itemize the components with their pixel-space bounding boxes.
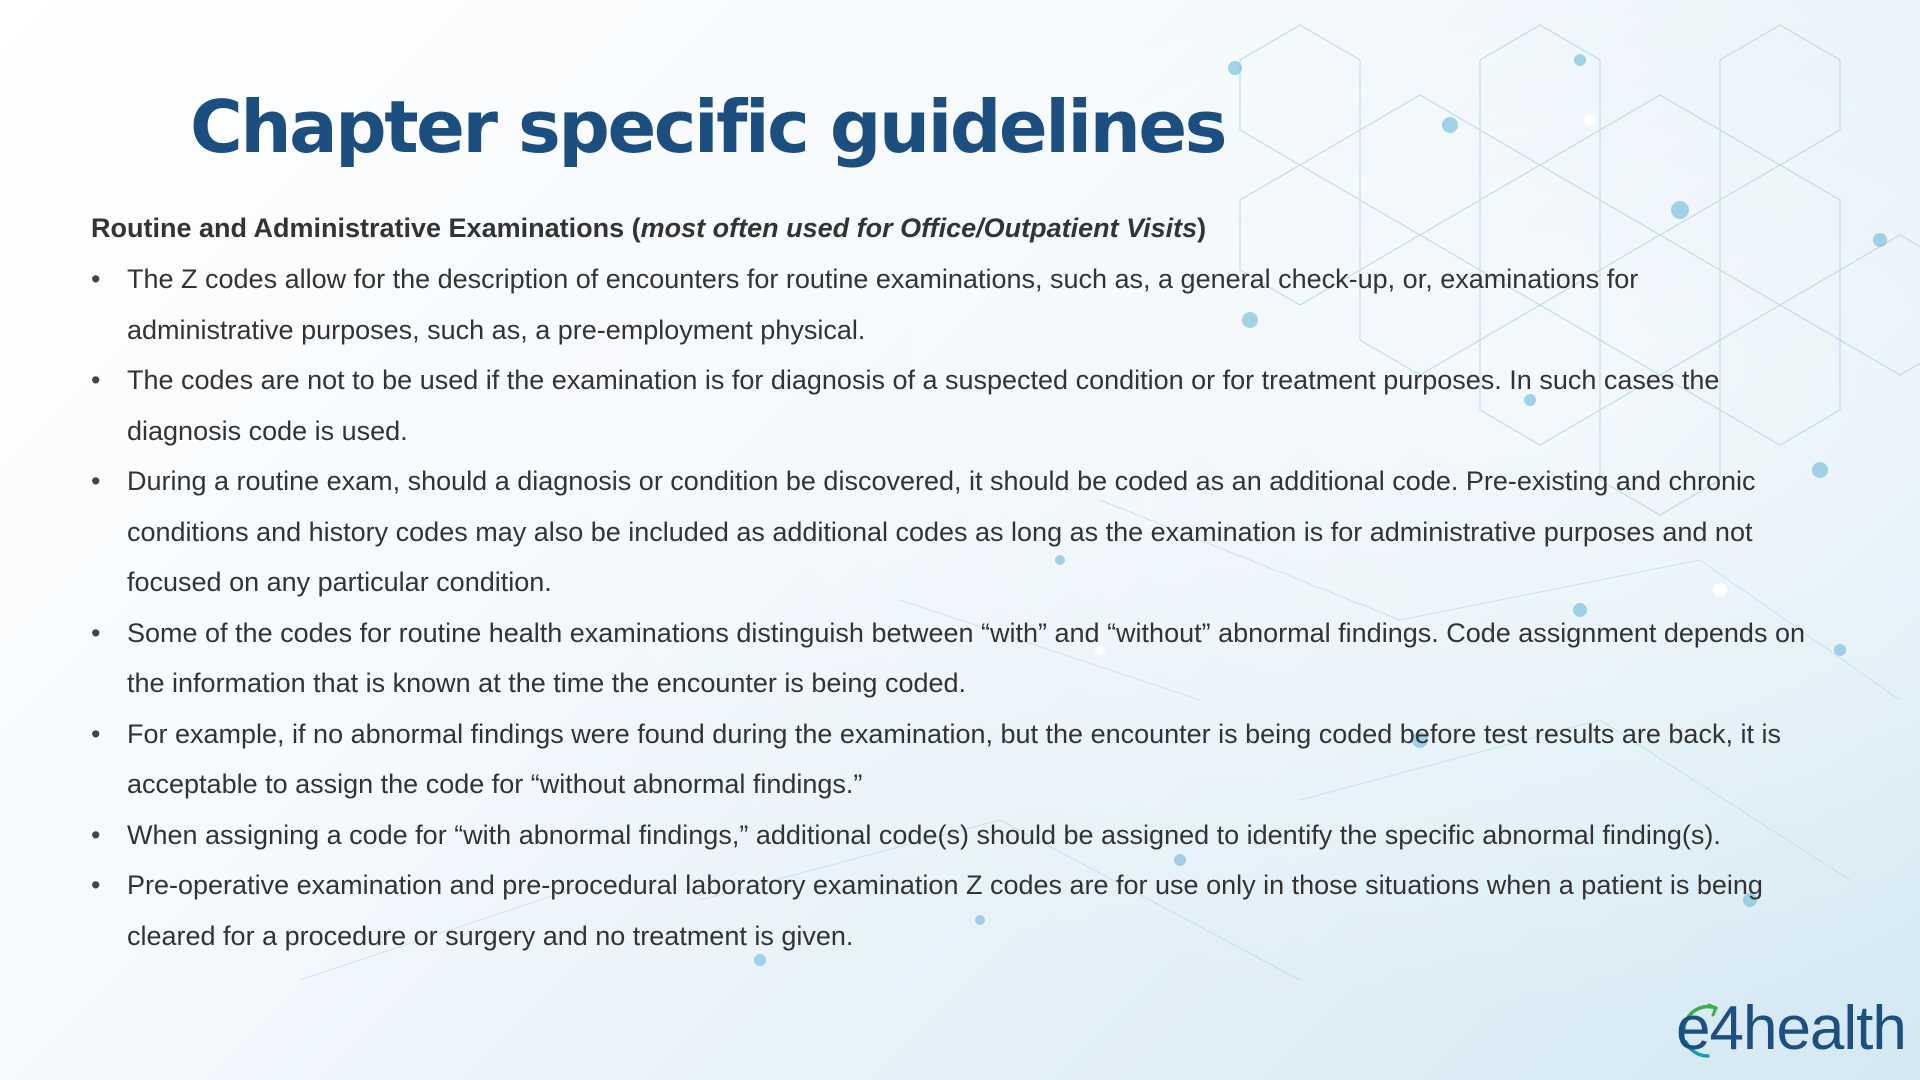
bullet-item: • Some of the codes for routine health examinations distinguish between “with” and “without” abnormal findings. Code assignment depends on the information that is known at the time the encounter is being coded. (91, 608, 1811, 709)
bullet-item: • For example, if no abnormal findings were found during the examination, but the encounter is being coded before test results are back, it is acceptable to assign the code for “without abnormal findings.” (91, 709, 1811, 810)
guideline-bullet-list (91, 254, 1811, 961)
bullet-item: • Pre-operative examination and pre-procedural laboratory examination Z codes are for use only in those situations when a patient is being cleared for a procedure or surgery and no treatment is given. (91, 860, 1811, 961)
e4health-logo (1668, 990, 1906, 1070)
slide-title: Chapter specific guidelines (190, 85, 1226, 169)
section-heading-italic: most often used for Office/Outpatient Visits (640, 213, 1198, 243)
bullet-item: • The codes are not to be used if the examination is for diagnosis of a suspected condition or for treatment purposes. In such cases the diagnosis code is used. (91, 355, 1811, 456)
bullet-item: • The Z codes allow for the description of encounters for routine examinations, such as, a general check-up, or, examinations for administrative purposes, such as, a pre-employment physical. (91, 254, 1811, 355)
logo-wordmark: e4health (1676, 994, 1906, 1063)
section-heading (91, 212, 1206, 244)
bullet-item: • When assigning a code for “with abnormal findings,” additional code(s) should be assigned to identify the specific abnormal finding(s). (91, 810, 1811, 861)
bullet-item: • During a routine exam, should a diagnosis or condition be discovered, it should be coded as an additional code. Pre-existing and chronic conditions and history codes may also be included as additional codes as long as the examination is for administrative purposes and not focused on any particular condition. (91, 456, 1811, 608)
section-heading-bold: Routine and Administrative Examinations ( (91, 213, 641, 243)
section-heading-close: ) (1197, 213, 1207, 243)
